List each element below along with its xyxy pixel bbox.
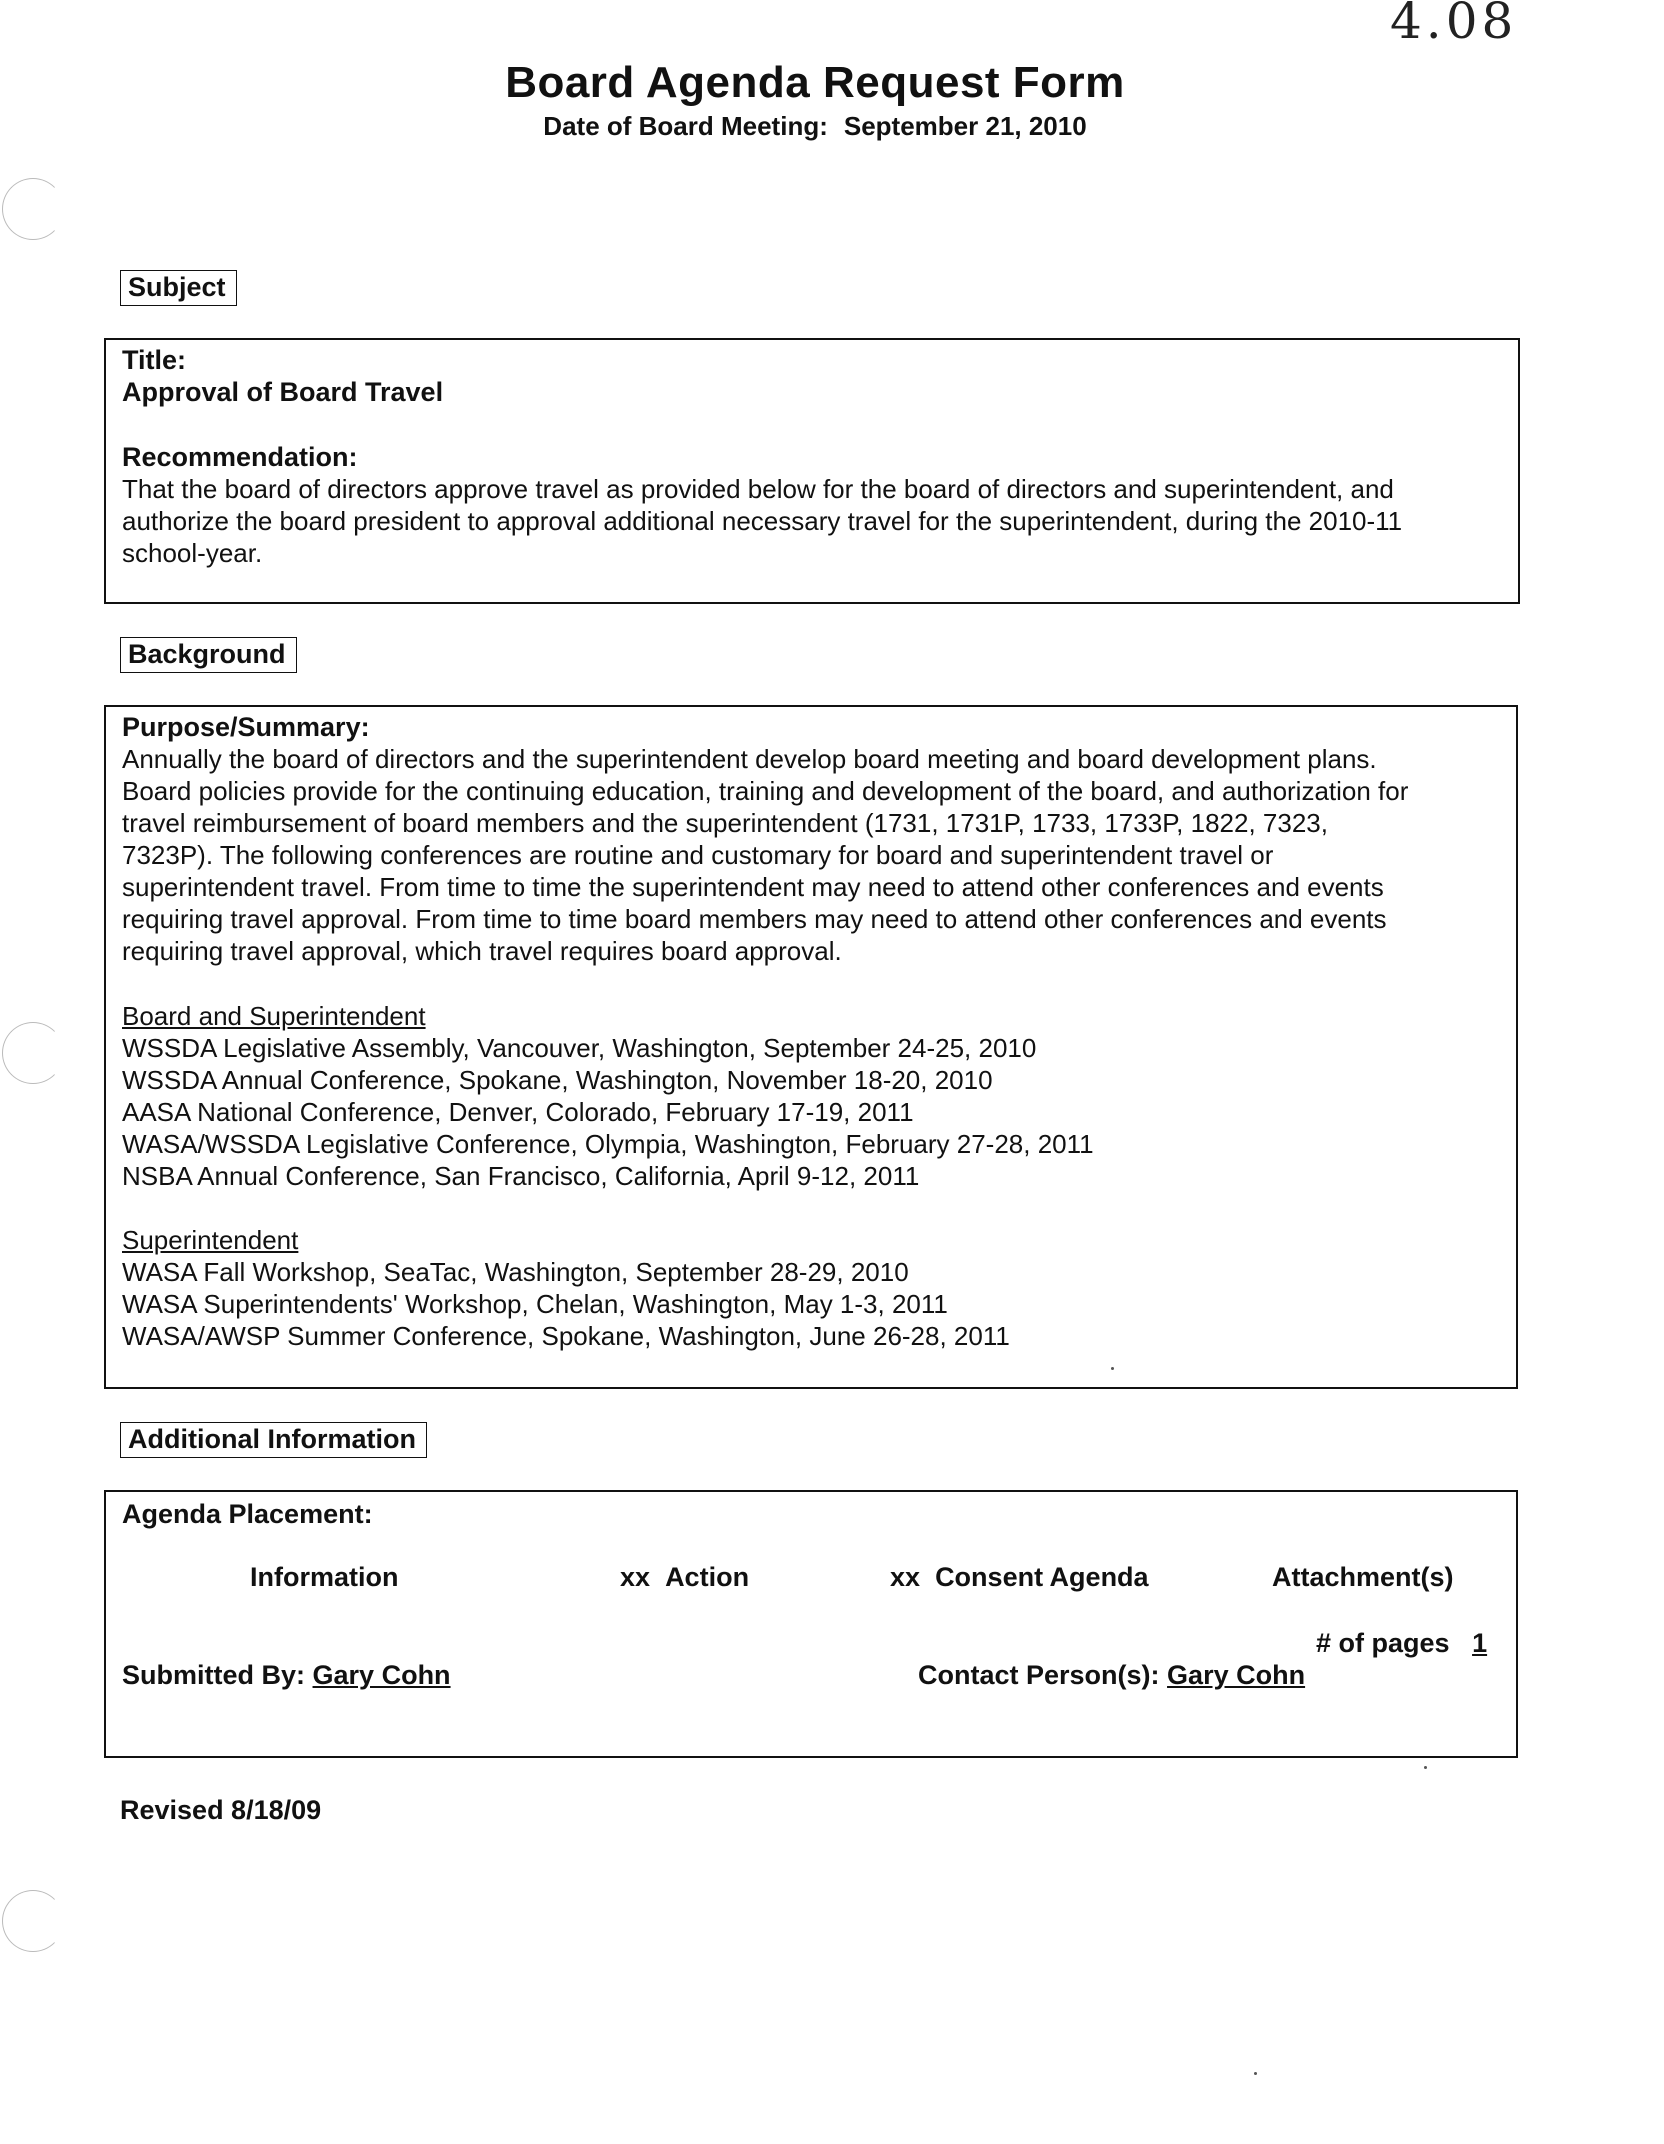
conference-item: WSSDA Legislative Assembly, Vancouver, Washington, September 24-25, 2010 [122,1033,1037,1063]
additional-info-section-label: Additional Information [120,1422,427,1458]
recommendation-text [122,473,1512,569]
contact-person [918,1660,1305,1691]
attachments-label: Attachment(s) [1272,1562,1454,1592]
purpose-line: superintendent travel. From time to time the superintendent may need to attend other conferences and events [122,872,1384,902]
title-value: Approval of Board Travel [122,377,444,407]
handwritten-page-number: 4.08 [1390,0,1518,50]
title-heading: Title: [122,345,187,375]
purpose-line: Board policies provide for the continuing education, training and development of the board, and authorization for [122,776,1409,806]
purpose-line: 7323P). The following conferences are routine and customary for board and superintendent travel or [122,840,1274,870]
action-label: Action [665,1562,750,1592]
action-mark: xx [620,1562,651,1592]
purpose-heading: Purpose/Summary: [122,712,370,742]
attachments-option [1272,1562,1454,1593]
board-superintendent-heading: Board and Superintendent [122,1001,426,1031]
purpose-line: requiring travel approval, which travel requires board approval. [122,936,842,966]
meeting-date-line [0,111,1630,142]
submitted-by-label: Submitted By: [122,1660,306,1690]
conference-item: WASA/AWSP Summer Conference, Spokane, Washington, June 26-28, 2011 [122,1321,1010,1351]
conference-item: WASA Superintendents' Workshop, Chelan, Washington, May 1-3, 2011 [122,1289,948,1319]
meeting-date-label: Date of Board Meeting: [543,111,828,141]
submitted-by [122,1660,451,1691]
consent-mark: xx [890,1562,921,1592]
conference-item: NSBA Annual Conference, San Francisco, California, April 9-12, 2011 [122,1161,920,1191]
purpose-line: Annually the board of directors and the superintendent develop board meeting and board development plans. [122,744,1377,774]
information-option [250,1562,399,1593]
conference-item: WASA Fall Workshop, SeaTac, Washington, September 28-29, 2010 [122,1257,909,1287]
information-label: Information [250,1562,399,1592]
scan-speck [1424,1766,1427,1769]
binder-hole-bottom [2,1890,64,1952]
conference-item: WSSDA Annual Conference, Spokane, Washington, November 18-20, 2010 [122,1065,993,1095]
superintendent-list [122,1224,1512,1352]
scan-speck [1111,1367,1114,1370]
agenda-placement-heading: Agenda Placement: [122,1499,373,1529]
submitted-by-value: Gary Cohn [312,1660,451,1690]
purpose-line: travel reimbursement of board members and the superintendent (1731, 1731P, 1733, 1733P, 1822, 7323, [122,808,1328,838]
subject-section-label: Subject [120,270,237,306]
pages-label: # of pages [1316,1628,1450,1658]
binder-hole-top [2,178,64,240]
subject-box [104,338,1520,604]
recommendation-line: school-year. [122,538,263,568]
action-option [620,1562,749,1593]
recommendation-heading: Recommendation: [122,442,358,472]
background-section-label: Background [120,637,297,673]
recommendation-line: That the board of directors approve travel as provided below for the board of directors and superintendent, and [122,474,1394,504]
board-superintendent-list [122,1000,1512,1192]
superintendent-heading: Superintendent [122,1225,299,1255]
additional-info-box [104,1490,1518,1758]
consent-agenda-option [890,1562,1149,1593]
pages-count [1316,1628,1487,1659]
recommendation-line: authorize the board president to approval additional necessary travel for the superintendent, during the 2010-11 [122,506,1403,536]
purpose-line: requiring travel approval. From time to time board members may need to attend other conferences and events [122,904,1387,934]
scan-speck [1254,2072,1257,2075]
consent-agenda-label: Consent Agenda [935,1562,1149,1592]
contact-person-value: Gary Cohn [1167,1660,1306,1690]
purpose-text [122,743,1512,967]
form-title: Board Agenda Request Form [505,58,1125,107]
revision-note: Revised 8/18/09 [120,1795,322,1825]
conference-item: WASA/WSSDA Legislative Conference, Olympia, Washington, February 27-28, 2011 [122,1129,1094,1159]
contact-person-label: Contact Person(s): [918,1660,1160,1690]
conference-item: AASA National Conference, Denver, Colorado, February 17-19, 2011 [122,1097,914,1127]
binder-hole-middle [2,1022,64,1084]
background-box [104,705,1518,1389]
meeting-date-value: September 21, 2010 [843,111,1087,141]
pages-value: 1 [1472,1628,1488,1658]
